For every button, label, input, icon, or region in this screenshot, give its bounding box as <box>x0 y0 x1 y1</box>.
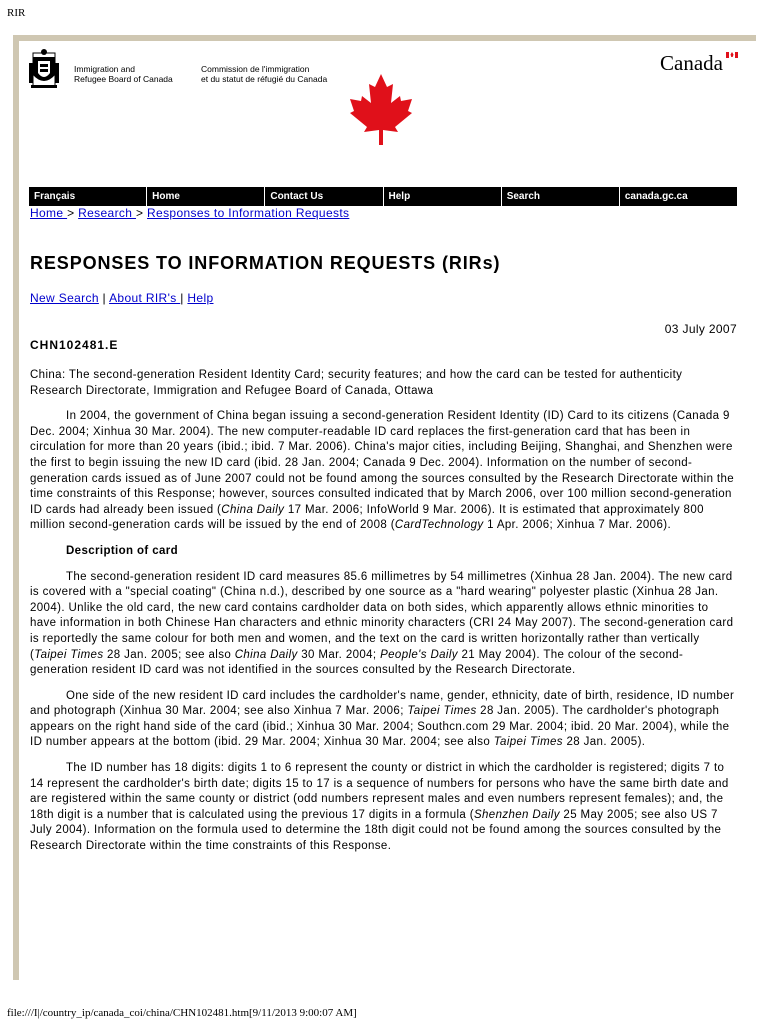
breadcrumb-home-link[interactable]: Home <box>30 206 68 220</box>
document-date: 03 July 2007 <box>664 322 737 336</box>
wordmark-flag-icon <box>726 52 738 58</box>
maple-leaf-icon <box>350 74 412 145</box>
help-link[interactable]: Help <box>187 291 214 305</box>
about-rirs-link[interactable]: About RIR's <box>109 291 181 305</box>
board-name-en-line2: Refugee Board of Canada <box>74 74 173 84</box>
site-banner <box>19 41 756 181</box>
breadcrumb <box>30 206 349 220</box>
author-line: Research Directorate, Immigration and Refugee Board of Canada, Ottawa <box>30 384 434 397</box>
coat-of-arms-icon <box>29 49 59 88</box>
subject-line: China: The second-generation Resident Identity Card; security features; and how the card can be tested for authenticity <box>30 369 683 381</box>
breadcrumb-rir-link[interactable]: Responses to Information Requests <box>147 206 350 220</box>
nav-help[interactable]: Help <box>384 187 502 206</box>
document-body <box>30 368 738 865</box>
paragraph-id-number: The ID number has 18 digits: digits 1 to 6 represent the county or district in which the cardholder is registered; digits 7 to 14 represent the cardholder's birth date; digits 15 to 17 is a sequence of numbers for persons who have the same birth date and are registered within the same county or district (odd numbers represent males and even numbers represent females); and, the 18th digit is a number that is calculated using the previous 17 digits in a formula (Shenzhen Daily 25 May 2005; see also US 7 July 2004). Information on the formula used to determine the 18th digit could not be found among the sources consulted by the Research Directorate within the time constraints of this Response. <box>30 762 729 853</box>
board-name-fr-line1: Commission de l'immigration <box>201 64 310 74</box>
top-navigation <box>29 187 737 206</box>
breadcrumb-separator: > <box>135 206 148 220</box>
web-page <box>19 41 756 980</box>
rir-links <box>30 291 214 305</box>
subject-block <box>30 368 738 399</box>
nav-home[interactable]: Home <box>147 187 265 206</box>
section-heading: Description of card <box>66 544 179 557</box>
link-separator: | <box>180 291 188 305</box>
paragraph-intro: In 2004, the government of China began issuing a second-generation Resident Identity (ID) Card to its citizens (Canada 9 Dec. 2004; Xinhua 30 Mar. 2004). The new computer-readable ID card replaces the first-generation card that has been in circulation for more than 20 years (ibid.; ibid. 7 Mar. 2006). China's major cities, including Beijing, Shanghai, and Shenzhen were the first to begin issuing the new ID card (ibid. 28 Jan. 2004; Canada 9 Dec. 2004). Information on the number of second-generation cards issued as of June 2007 could not be found among the sources consulted by the Research Directorate within the time constraints of this Response; however, sources consulted indicated that by March 2006, over 100 million second-generation ID cards had already been issued (China Daily 17 Mar. 2006; InfoWorld 9 Mar. 2006). It is estimated that approximately 800 million second-generation cards will be issued by the end of 2008 (CardTechnology 1 Apr. 2006; Xinhua 7 Mar. 2006). <box>30 410 735 532</box>
nav-contact-us[interactable]: Contact Us <box>265 187 383 206</box>
breadcrumb-research-link[interactable]: Research <box>78 206 136 220</box>
canada-wordmark: Canada <box>660 51 723 75</box>
page-title: RESPONSES TO INFORMATION REQUESTS (RIRs) <box>30 253 501 273</box>
new-search-link[interactable]: New Search <box>30 291 99 305</box>
paragraph-card-fields: One side of the new resident ID card includes the cardholder's name, gender, ethnicity, date of birth, residence, ID number and photograph (Xinhua 30 Mar. 2004; see also Xinhua 7 Mar. 2006; Taipei Times 28 Jan. 2005). The cardholder's photograph appears on the right hand side of the card (ibid.; Xinhua 30 Mar. 2004; Southcn.com 29 Mar. 2004; ibid. 20 Mar. 2004), while the ID number appears at the bottom (ibid. 29 Mar. 2004; Xinhua 30 Mar. 2004; see also Taipei Times 28 Jan. 2005). <box>30 689 735 749</box>
pdf-footer-path: file:///I|/country_ip/canada_coi/china/CHN102481.htm[9/11/2013 9:00:07 AM] <box>7 1007 357 1019</box>
breadcrumb-separator: > <box>67 206 79 220</box>
document-id: CHN102481.E <box>30 338 119 352</box>
link-separator: | <box>98 291 110 305</box>
pdf-header-label: RIR <box>7 7 26 19</box>
board-name-fr-line2: et du statut de réfugié du Canada <box>201 74 328 84</box>
nav-canada-gc-ca[interactable]: canada.gc.ca <box>624 191 688 202</box>
nav-search[interactable]: Search <box>502 187 620 206</box>
paragraph-dimensions: The second-generation resident ID card measures 85.6 millimetres by 54 millimetres (Xinhua 28 Jan. 2004). The new card is covered with a "special coating" (China n.d.), described by one source as a "hard wearing" polyester plastic (Xinhua 28 Jan. 2004). Unlike the old card, the new card contains cardholder data on both sides, which apparently allows ethnic minorities to have information in both Chinese Han characters and ethnic minority characters (CRI 24 May 2007). The second-generation card is reportedly the same colour for both men and women, and the text on the card is written horizontally rather than vertically (Taipei Times 28 Jan. 2005; see also China Daily 30 Mar. 2004; People's Daily 21 May 2004). The colour of the second-generation resident ID card was not identified in the sources consulted by the Research Directorate. <box>30 570 734 677</box>
board-name-en-line1: Immigration and <box>74 64 135 74</box>
nav-francais[interactable]: Français <box>29 187 147 206</box>
